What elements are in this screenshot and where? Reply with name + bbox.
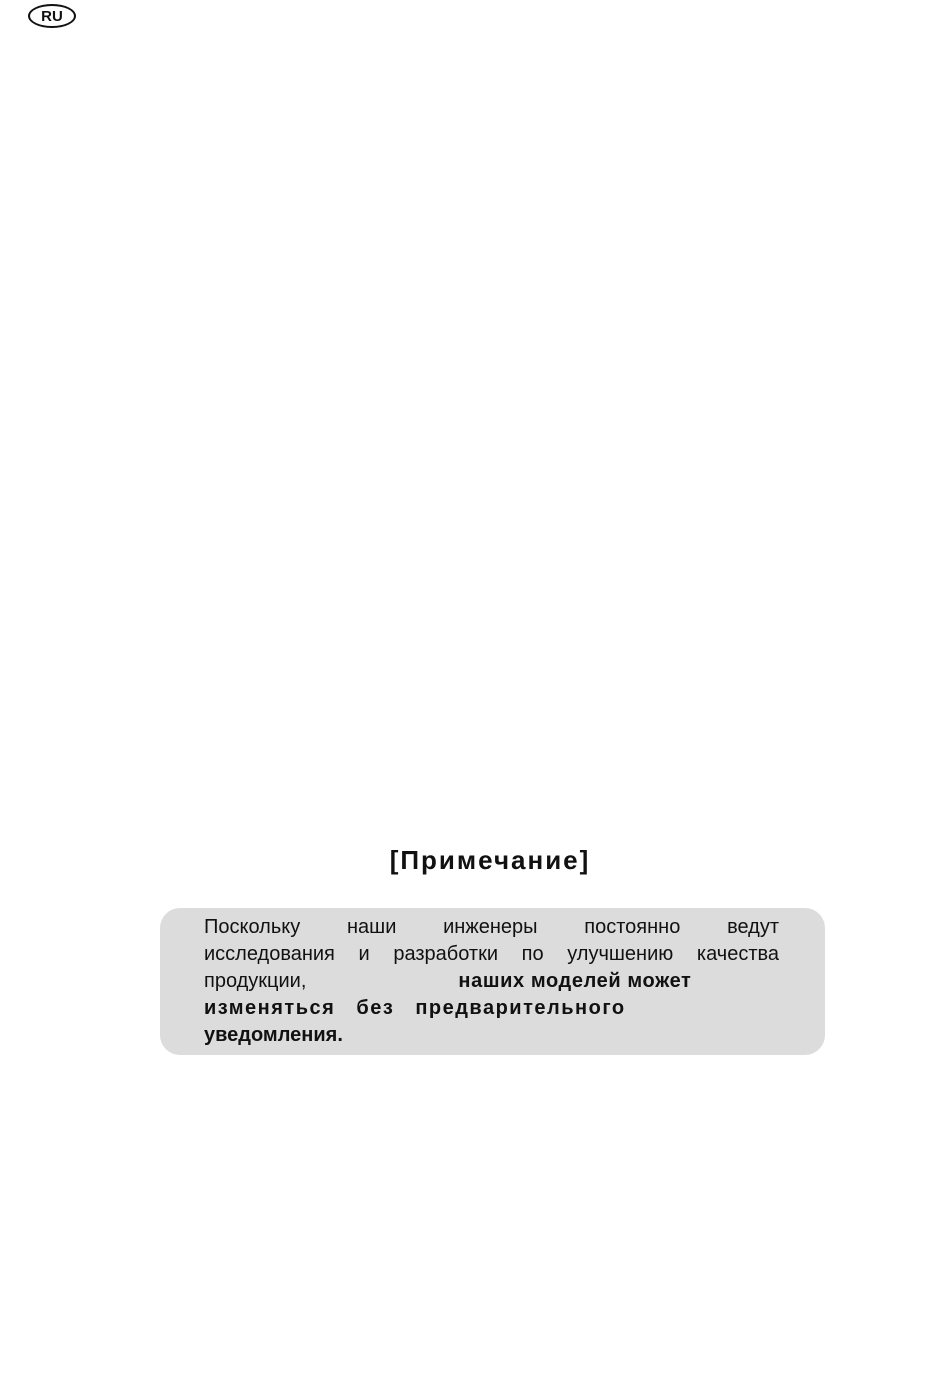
note-line-3-bold: наших моделей может [458,970,692,992]
language-badge-label: RU [41,7,63,25]
note-line-3 [204,968,779,995]
note-title: [Примечание] [389,845,591,875]
note-text [204,914,779,1049]
language-badge-ru [28,4,76,28]
note-box [160,908,825,1055]
note-line-2: исследования и разработки по улучшению качества [204,943,779,965]
note-line-1: Поскольку наши инженеры постоянно ведут [204,916,779,938]
note-line-3-regular: продукции, [204,970,307,992]
note-line-5-bold: уведомления. [204,1024,343,1046]
note-line-4-bold: изменяться без предварительного [204,997,626,1019]
